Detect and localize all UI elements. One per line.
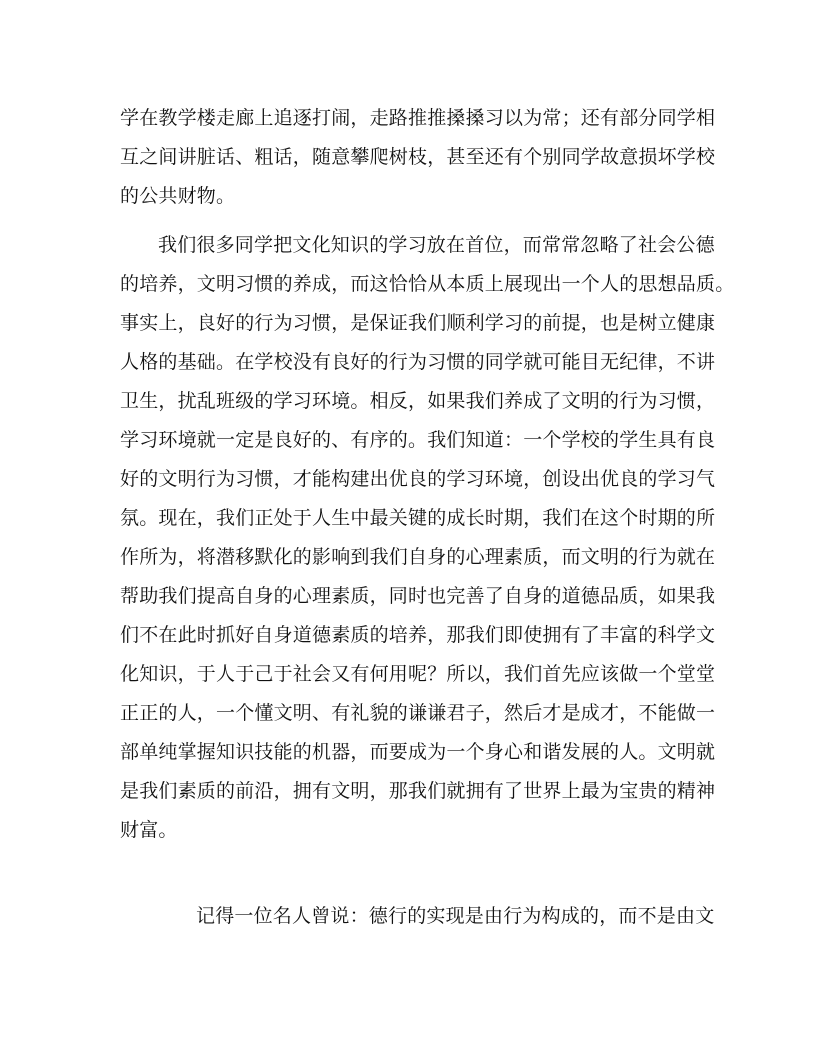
text-line: 们不在此时抓好自身道德素质的培养，那我们即使拥有了丰富的科学文 [120, 624, 716, 646]
text-line: 互之间讲脏话、粗话，随意攀爬树枝，甚至还有个别同学故意损坏学校 [120, 146, 716, 168]
text-line: 是我们素质的前沿，拥有文明，那我们就拥有了世界上最为宝贵的精神 [120, 780, 716, 802]
text-line: 学在教学楼走廊上追逐打闹，走路推推搡搡习以为常；还有部分同学相 [120, 107, 716, 129]
text-line: 部单纯掌握知识技能的机器，而要成为一个身心和谐发展的人。文明就 [120, 741, 716, 763]
text-line [120, 857, 700, 881]
text-line: 好的文明行为习惯，才能构建出优良的学习环境，创设出优良的学习气 [120, 468, 716, 490]
text-line: 学习环境就一定是良好的、有序的。我们知道：一个学校的学生具有良 [120, 429, 716, 451]
text-line: 记得一位名人曾说：德行的实现是由行为构成的，而不是由文 [196, 905, 715, 927]
text-line: 的公共财物。 [120, 185, 236, 207]
text-line: 氛。现在，我们正处于人生中最关键的成长时期，我们在这个时期的所 [120, 507, 716, 529]
text-line: 作所为，将潜移默化的影响到我们自身的心理素质，而文明的行为就在 [120, 546, 716, 568]
text-line: 卫生，扰乱班级的学习环境。相反，如果我们养成了文明的行为习惯， [120, 390, 716, 412]
text-line: 化知识，于人于己于社会又有何用呢？所以，我们首先应该做一个堂堂 [120, 663, 716, 685]
text-line: 的培养，文明习惯的养成，而这恰恰从本质上展现出一个人的思想品质。 [120, 273, 735, 295]
text-line: 正正的人，一个懂文明、有礼貌的谦谦君子，然后才是成才，不能做一 [120, 702, 716, 724]
text-line: 帮助我们提高自身的心理素质，同时也完善了自身的道德品质，如果我 [120, 585, 716, 607]
text-line: 财富。 [120, 819, 178, 841]
text-line: 我们很多同学把文化知识的学习放在首位，而常常忽略了社会公德 [158, 234, 715, 256]
text-line: 人格的基础。在学校没有良好的行为习惯的同学就可能目无纪律，不讲 [120, 351, 716, 373]
text-line: 事实上，良好的行为习惯，是保证我们顺利学习的前提，也是树立健康 [120, 312, 716, 334]
